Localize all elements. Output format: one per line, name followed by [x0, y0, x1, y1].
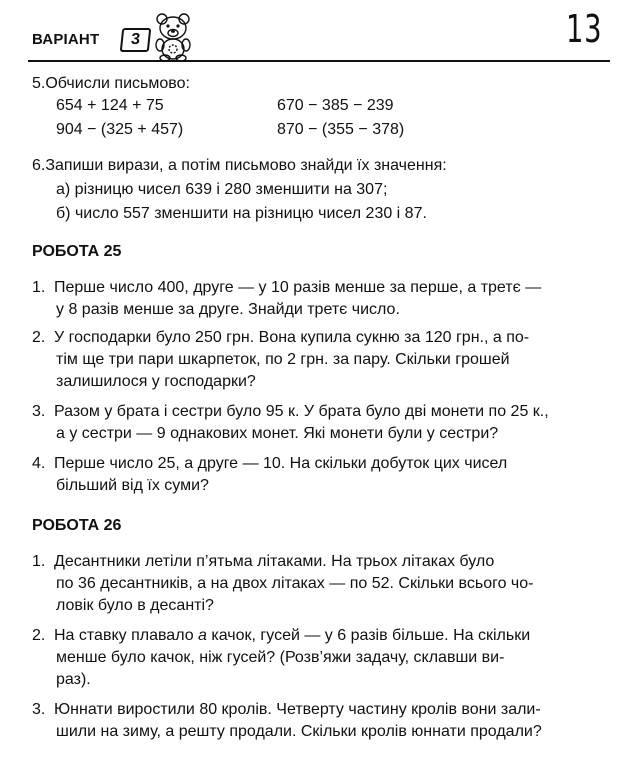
task-5-expr-b: 670 − 385 − 239 — [277, 97, 394, 114]
work-25-problem-2: 2. У господарки було 250 грн. Вона купила сукню за 120 грн., а по- — [32, 329, 530, 346]
variant-number-box: 3 — [120, 28, 152, 52]
work-25-problem-3-line-2: а у сестри — 9 однакових монет. Які монети були у сестри? — [56, 425, 499, 442]
header-rule — [28, 60, 610, 62]
task-5-expr-a: 654 + 124 + 75 — [56, 97, 164, 114]
work-26-problem-2-line-3: раз). — [56, 671, 91, 688]
work-26-problem-3: 3. Юннати виростили 80 кролів. Четверту частину кролів вони зали- — [32, 701, 541, 718]
task-6-item-a: а) різницю чисел 639 і 280 зменшити на 307; — [56, 181, 388, 198]
task-5-expr-d: 870 − (355 − 378) — [277, 121, 405, 138]
work-25-problem-3: 3. Разом у брата і сестри було 95 к. У брата було дві монети по 25 к., — [32, 403, 549, 420]
work-25-problem-4-line-2: більший від їх суми? — [56, 477, 209, 494]
work-25-problem-2-line-2: тім ще три пари шкарпеток, по 2 грн. за пару. Скільки грошей — [56, 351, 510, 368]
task-5-title: 5.Обчисли письмово: — [32, 75, 190, 92]
work-25-problem-1-line-2: у 8 разів менше за друге. Знайди третє число. — [56, 301, 400, 318]
page-number: 13 — [566, 7, 603, 51]
work-25-heading: РОБОТА 25 — [32, 243, 122, 260]
task-5-expr-c: 904 − (325 + 457) — [56, 121, 184, 138]
task-6-item-b: б) число 557 зменшити на різницю чисел 230 і 87. — [56, 205, 427, 222]
work-26-problem-3-line-2: шили на зиму, а решту продали. Скільки кролів юннати продали? — [56, 723, 542, 740]
page-header — [0, 0, 638, 66]
work-25-problem-1: 1. Перше число 400, друге — у 10 разів менше за перше, а третє — — [32, 279, 542, 296]
work-25-problem-4: 4. Перше число 25, а друге — 10. На скільки добуток цих чисел — [32, 455, 508, 472]
work-26-problem-1-line-3: ловік було в десанті? — [56, 597, 214, 614]
teddy-bear-icon — [150, 10, 198, 62]
work-26-problem-1: 1. Десантники летіли п’ятьма літаками. На трьох літаках було — [32, 553, 495, 570]
variable-a: а — [198, 627, 207, 644]
work-26-problem-2: 2. На ставку плавало а качок, гусей — у 6 разів більше. На скільки — [32, 627, 531, 644]
work-25-problem-2-line-3: залишилося у господарки? — [56, 373, 256, 390]
task-6-title: 6.Запиши вирази, а потім письмово знайди їх значення: — [32, 157, 447, 174]
variant-label: ВАРІАНТ — [32, 31, 100, 48]
work-26-problem-2-line-2: менше було качок, ніж гусей? (Розв’яжи задачу, склавши ви- — [56, 649, 505, 666]
work-26-heading: РОБОТА 26 — [32, 517, 122, 534]
work-26-problem-1-line-2: по 36 десантників, а на двох літаках — по 52. Скільки всього чо- — [56, 575, 534, 592]
